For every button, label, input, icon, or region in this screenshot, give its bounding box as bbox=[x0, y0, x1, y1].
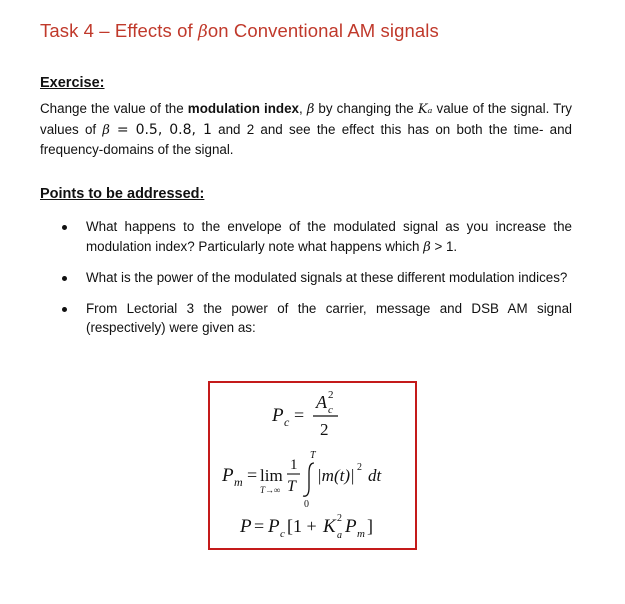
eq1-lhs: P bbox=[272, 405, 284, 426]
eq1-equals: = bbox=[294, 405, 305, 425]
modulation-index-term: modulation index bbox=[187, 101, 299, 116]
bullet-text: > 1. bbox=[430, 238, 458, 254]
eq2-lhs-sub: m bbox=[234, 475, 243, 489]
eq3-pm: P bbox=[345, 516, 357, 537]
eq3-close: ] bbox=[367, 516, 373, 536]
bullet-text: What happens to the envelope of the modulated signal as you increase the modulation index? Particularly note what happens which bbox=[86, 219, 572, 254]
eq1-denominator: 2 bbox=[320, 420, 329, 439]
exercise-text: by changing the bbox=[314, 101, 418, 116]
exercise-text: , bbox=[299, 101, 307, 116]
list-item bbox=[60, 217, 572, 257]
eq2-integrand-sup: 2 bbox=[357, 462, 362, 473]
bullet-icon bbox=[62, 225, 67, 230]
title-prefix: Task 4 – Effects of bbox=[40, 20, 198, 41]
eq3-lhs: P bbox=[240, 516, 252, 537]
bullet-icon bbox=[62, 276, 67, 281]
beta-value-2: 2 bbox=[246, 121, 255, 137]
bullet-icon bbox=[62, 307, 67, 312]
points-list bbox=[60, 217, 572, 349]
eq2-equals: = bbox=[247, 465, 258, 485]
eq2-frac-num: 1 bbox=[290, 457, 298, 473]
eq3-pm-sub: m bbox=[357, 528, 365, 540]
bullet-text: From Lectorial 3 the power of the carrier, message and DSB AM signal (respectively) were given as: bbox=[86, 300, 572, 335]
integral-sign-icon bbox=[303, 463, 314, 496]
eq3-equals: = bbox=[254, 516, 265, 536]
list-item bbox=[60, 268, 572, 288]
bullet-text: What is the power of the modulated signals at these different modulation indices? bbox=[86, 270, 568, 285]
eq2-lim: lim bbox=[260, 466, 283, 485]
exercise-heading: Exercise: bbox=[40, 75, 105, 91]
eq2-frac-den: T bbox=[287, 478, 296, 495]
exercise-text: value of the signal. Try values of bbox=[40, 101, 572, 137]
equations-figure bbox=[210, 383, 415, 548]
page-title bbox=[40, 20, 439, 42]
beta-symbol: β bbox=[306, 102, 315, 117]
exercise-text: Change the value of the bbox=[40, 101, 188, 116]
exercise-text: and bbox=[211, 121, 247, 137]
message-power-equation bbox=[221, 450, 383, 510]
eq3-k-sub: a bbox=[337, 530, 342, 541]
exercise-text: = bbox=[109, 121, 136, 138]
list-item bbox=[60, 299, 572, 338]
eq3-pc-sub: c bbox=[280, 528, 285, 540]
exercise-paragraph bbox=[40, 99, 572, 160]
title-suffix: on Conventional AM signals bbox=[207, 20, 439, 41]
eq2-lhs: P bbox=[222, 465, 234, 486]
eq1-numerator-sup: 2 bbox=[328, 389, 334, 401]
eq3-k: K bbox=[323, 516, 336, 537]
equation-box bbox=[208, 381, 417, 550]
beta-symbol: β bbox=[423, 239, 431, 255]
eq2-integrand: |m(t)| bbox=[317, 466, 355, 485]
beta-symbol: β bbox=[197, 22, 208, 42]
eq3-k-sup: 2 bbox=[337, 513, 342, 524]
eq3-pc: P bbox=[268, 516, 280, 537]
am-power-equation bbox=[239, 513, 373, 541]
eq1-numerator-sub: c bbox=[328, 404, 333, 416]
exercise-text: and see the effect this has on both the time- and frequency-domains of the signal. bbox=[40, 121, 573, 157]
eq2-int-upper: T bbox=[310, 450, 316, 461]
eq1-lhs-sub: c bbox=[284, 415, 290, 429]
carrier-power-equation bbox=[271, 389, 338, 439]
beta-values: 0.5, 0.8, 1 bbox=[135, 121, 212, 138]
ka-symbol: Kₐ bbox=[417, 102, 433, 117]
beta-symbol: β bbox=[102, 122, 110, 138]
points-heading: Points to be addressed: bbox=[40, 186, 205, 202]
eq2-dt: dt bbox=[368, 466, 382, 485]
eq3-open: [1 + bbox=[287, 516, 317, 536]
eq2-int-lower: 0 bbox=[304, 499, 309, 510]
eq1-numerator: A bbox=[316, 392, 327, 412]
eq2-lim-sub: T→∞ bbox=[260, 485, 281, 495]
